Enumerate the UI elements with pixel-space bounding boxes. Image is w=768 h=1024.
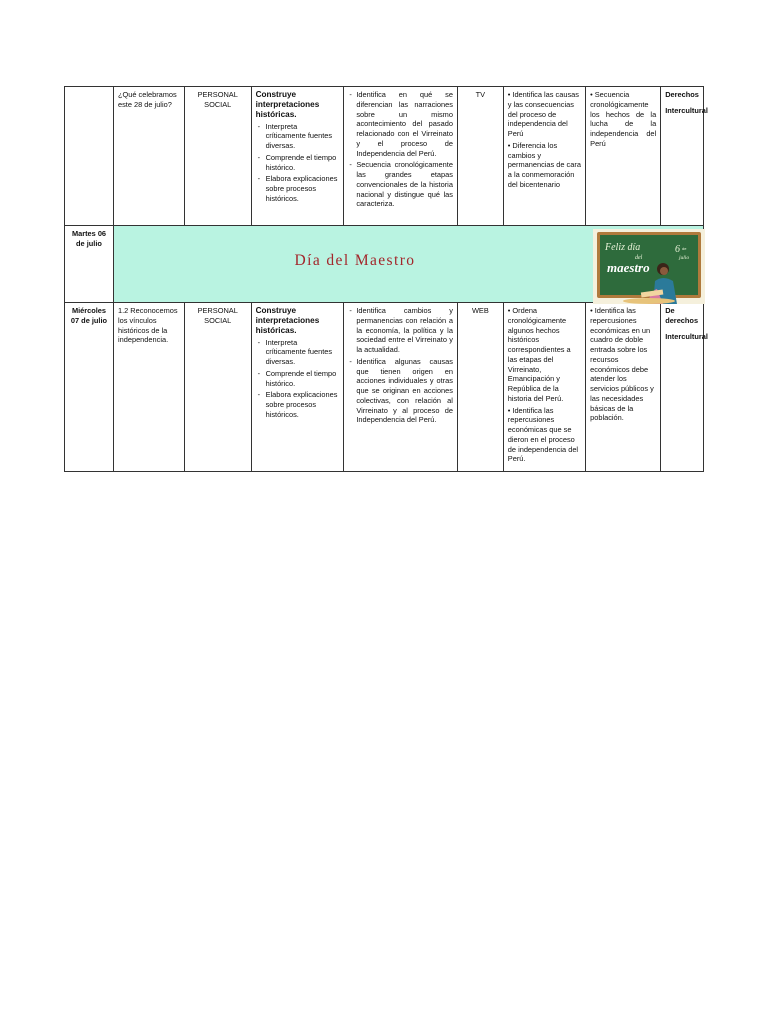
capacidades-list: [256, 338, 340, 420]
evidencia-cell: • Identifica las repercusiones económicas en un cuadro de doble entrada sobre los recursos económicos debe atender los servicios públicos y las necesidades básicas de la población.: [586, 303, 661, 472]
banner-line3: maestro: [606, 260, 650, 275]
desempeno-item: - Identifica algunas causas que tienen origen en acciones individuales y otras que se originan en acciones colectivas, con relación al Virreinato y al proceso de Independencia del Perú.: [356, 357, 453, 425]
criterio-item: • Ordena cronológicamente algunos hechos históricos correspondientes a las etapas del Virreinato, Emancipación y República de la historia del Perú.: [507, 306, 571, 403]
desempenos-cell: [344, 87, 458, 226]
competencia-title: Construye interpretaciones históricas.: [255, 306, 320, 335]
planning-table: [64, 86, 708, 472]
bullet-dot-icon: •: [507, 306, 511, 315]
date-cell: [65, 87, 114, 226]
banner-day: 6: [674, 244, 680, 255]
bullet-dot-icon: •: [590, 90, 593, 99]
area-cell: PERSONAL SOCIAL: [184, 303, 251, 472]
date-cell: Miércoles 07 de julio: [65, 303, 114, 472]
date-cell: Martes 06 de julio: [65, 226, 114, 303]
evidencia-cell: • Secuencia cronológicamente los hechos de la lucha de la independencia del Perú: [586, 87, 661, 226]
banner-month: julio: [678, 255, 690, 261]
table-row: [65, 226, 704, 303]
session-title: 1.2 Reconocemos los vínculos históricos de la independencia.: [113, 303, 184, 472]
session-title: ¿Qué celebramos este 28 de julio?: [113, 87, 184, 226]
medio-cell: TV: [457, 87, 503, 226]
desempeno-item: - Secuencia cronológicamente las grandes etapas convencionales de la historia nacional y distingue qué las caracteriza.: [356, 160, 453, 209]
enfoque-item: Derechos: [665, 90, 699, 99]
capacidad-item: - Interpreta críticamente fuentes diversas.: [266, 122, 340, 151]
capacidad-item: - Comprende el tiempo histórico.: [266, 153, 340, 173]
banner-line2: del: [634, 255, 643, 261]
enfoque-item: De derechos: [665, 306, 699, 325]
table-row: [65, 87, 704, 226]
enfoque-item: Intercultural: [665, 331, 708, 341]
bullet-dot-icon: •: [507, 90, 511, 99]
capacidad-item: - Elabora explicaciones sobre procesos históricos.: [266, 390, 340, 419]
desempenos-list: [348, 306, 453, 425]
bullet-dot-icon: •: [507, 140, 511, 150]
banner-line1: Feliz día: [604, 242, 641, 253]
desempenos-cell: [344, 303, 458, 472]
criterios-cell: [503, 87, 585, 226]
enfoques-cell: [661, 303, 708, 472]
capacidad-item: - Interpreta críticamente fuentes diversas.: [266, 338, 340, 367]
desempenos-list: [348, 90, 453, 209]
celebration-title: Día del Maestro: [294, 251, 416, 269]
capacidad-item: - Elabora explicaciones sobre procesos históricos.: [266, 174, 340, 203]
capacidades-list: [256, 122, 340, 204]
teacher-chalkboard-illustration-icon: [593, 229, 705, 304]
bullet-dot-icon: •: [590, 306, 593, 315]
criterios-list: [508, 306, 581, 464]
celebration-cell: [113, 226, 703, 303]
table-row: [65, 303, 704, 472]
bullet-dot-icon: •: [507, 405, 511, 415]
criterio-item: • Identifica las causas y las consecuencias del proceso de independencia del Perú: [507, 90, 579, 139]
desempeno-item: - Identifica en qué se diferencian las narraciones sobre un mismo acontecimiento del pasado relacionado con el Virreinato y el proceso de Independencia del Perú.: [356, 90, 453, 158]
criterio-item: • Diferencia los cambios y permanencias de cara a la conmemoración del bicentenario: [507, 140, 581, 189]
competencia-cell: [251, 87, 344, 226]
competencia-title: Construye interpretaciones históricas.: [255, 90, 320, 119]
criterios-cell: [503, 303, 585, 472]
medio-cell: WEB: [457, 303, 503, 472]
area-cell: PERSONAL SOCIAL: [184, 87, 251, 226]
competencia-cell: [251, 303, 344, 472]
desempeno-item: - Identifica cambios y permanencias con relación a la economía, la política y la sociedad entre el Virreinato y la actualidad.: [356, 306, 453, 355]
enfoques-cell: [661, 87, 708, 226]
banner-day-suffix: de: [681, 246, 687, 251]
criterio-item: • Identifica las repercusiones económicas que se dieron en el proceso de independencia del Perú.: [507, 405, 579, 464]
criterios-list: [508, 90, 581, 190]
capacidad-item: - Comprende el tiempo histórico.: [266, 369, 340, 389]
enfoque-item: Intercultural: [665, 105, 708, 115]
